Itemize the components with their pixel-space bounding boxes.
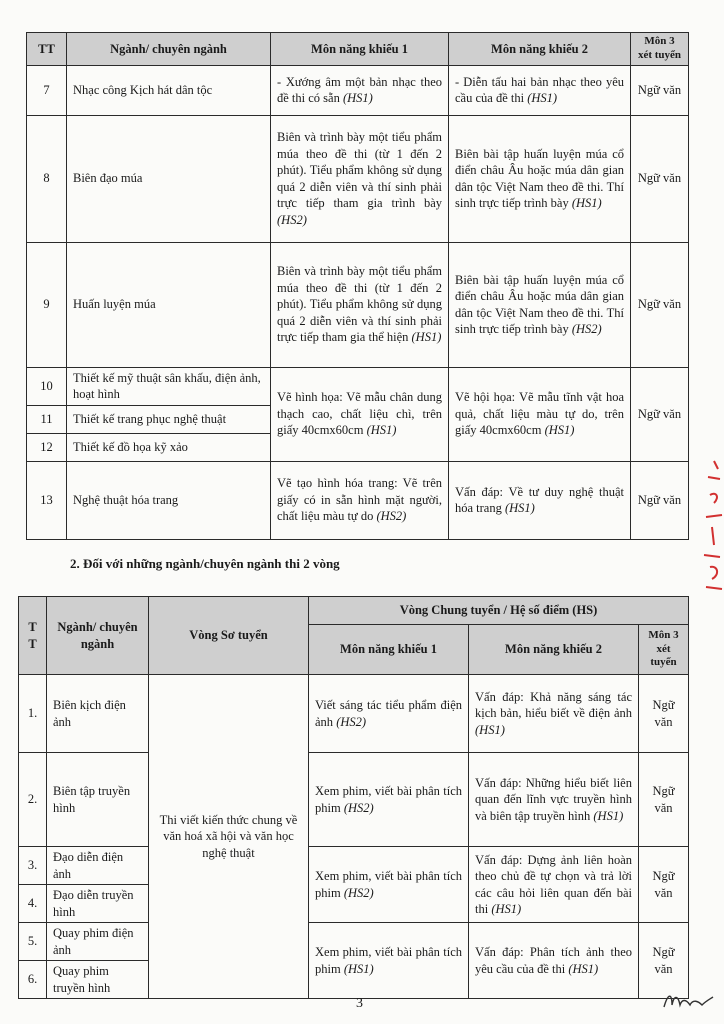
cell-mon2: Biên bài tập huấn luyện múa cổ điển châu Âu hoặc múa dân gian dân tộc Việt Nam theo đề thi. Thí sinh trực tiếp trình bày (HS2) [449, 242, 631, 367]
header-mon3: Môn 3 xét tuyển [639, 625, 689, 675]
header-mon2: Môn năng khiếu 2 [449, 33, 631, 66]
table-admission-single-round [26, 32, 689, 540]
header-so-tuyen: Vòng Sơ tuyển [149, 597, 309, 675]
cell-mon3: Ngữ văn [639, 923, 689, 999]
header-nganh: Ngành/ chuyên ngành [47, 597, 149, 675]
table-row [27, 461, 689, 539]
cell-nganh: Quay phim truyền hình [47, 961, 149, 999]
cell-tt: 4. [19, 885, 47, 923]
table-row [27, 367, 689, 405]
header-mon2: Môn năng khiếu 2 [469, 625, 639, 675]
cell-tt: 13 [27, 461, 67, 539]
table-row [27, 65, 689, 115]
header-mon1: Môn năng khiếu 1 [271, 33, 449, 66]
cell-nganh: Thiết kế đồ họa kỹ xảo [67, 433, 271, 461]
cell-nganh: Đạo diễn điện ảnh [47, 847, 149, 885]
cell-mon3: Ngữ văn [639, 675, 689, 753]
header-chung-tuyen: Vòng Chung tuyển / Hệ số điểm (HS) [309, 597, 689, 625]
cell-mon2: Vấn đáp: Dựng ảnh liên hoàn theo chủ đề tự chọn và trả lời các câu hỏi liên quan đến bài thi (HS1) [469, 847, 639, 923]
cell-nganh: Biên kịch điện ảnh [47, 675, 149, 753]
signature-mark [660, 985, 716, 1015]
cell-nganh: Huấn luyện múa [67, 242, 271, 367]
cell-mon1: Vẽ tạo hình hóa trang: Vẽ trên giấy có in sẵn hình mặt người, chất liệu màu tự do (HS2) [271, 461, 449, 539]
cell-mon3: Ngữ văn [639, 753, 689, 847]
cell-mon1: Viết sáng tác tiểu phẩm điện ảnh (HS2) [309, 675, 469, 753]
page-number: 3 [356, 996, 363, 1011]
table-row [27, 242, 689, 367]
red-stamp-edge [700, 455, 724, 595]
cell-mon3: Ngữ văn [631, 65, 689, 115]
cell-mon1: Biên và trình bày một tiểu phẩm múa theo đề thi (từ 1 đến 2 phút). Tiểu phẩm không sử dụng quá 2 diễn viên và thí sinh phải trực tiếp tham gia thể hiện (HS1) [271, 242, 449, 367]
table-row [19, 753, 689, 847]
cell-nganh: Thiết kế trang phục nghệ thuật [67, 405, 271, 433]
table-row [27, 115, 689, 242]
cell-nganh: Nghệ thuật hóa trang [67, 461, 271, 539]
cell-nganh: Nhạc công Kịch hát dân tộc [67, 65, 271, 115]
header-tt: TT [27, 33, 67, 66]
cell-mon2: Biên bài tập huấn luyện múa cổ điển châu Âu hoặc múa dân gian dân tộc Việt Nam theo đề thi. Thí sinh trực tiếp trình bày (HS1) [449, 115, 631, 242]
table-row [19, 923, 689, 961]
cell-tt: 6. [19, 961, 47, 999]
cell-nganh: Thiết kế mỹ thuật sân khấu, điện ảnh, hoạt hình [67, 367, 271, 405]
cell-mon1: - Xướng âm một bản nhạc theo đề thi có sẵn (HS1) [271, 65, 449, 115]
cell-mon1: Xem phim, viết bài phân tích phim (HS1) [309, 923, 469, 999]
cell-tt: 9 [27, 242, 67, 367]
cell-tt: 7 [27, 65, 67, 115]
cell-mon3: Ngữ văn [631, 367, 689, 461]
cell-mon2: Vấn đáp: Phân tích ảnh theo yêu cầu của đề thi (HS1) [469, 923, 639, 999]
table-row [19, 847, 689, 885]
cell-mon2: Vấn đáp: Về tư duy nghệ thuật hóa trang (HS1) [449, 461, 631, 539]
header-nganh: Ngành/ chuyên ngành [67, 33, 271, 66]
cell-tt: 1. [19, 675, 47, 753]
cell-mon1: Biên và trình bày một tiểu phẩm múa theo đề thi (từ 1 đến 2 phút). Tiểu phẩm không sử dụng quá 2 diễn viên và thí sinh phải trực tiếp tham gia trình bày (HS2) [271, 115, 449, 242]
cell-mon2: Vẽ hội họa: Vẽ mẫu tĩnh vật hoa quả, chất liệu màu tự do, trên giấy 40cmx60cm (HS1) [449, 367, 631, 461]
cell-mon3: Ngữ văn [631, 242, 689, 367]
cell-tt: 8 [27, 115, 67, 242]
cell-so-tuyen: Thi viết kiến thức chung về văn hoá xã hội và văn học nghệ thuật [149, 675, 309, 999]
cell-tt: 3. [19, 847, 47, 885]
cell-mon3: Ngữ văn [639, 847, 689, 923]
cell-tt: 10 [27, 367, 67, 405]
cell-mon1: Xem phim, viết bài phân tích phim (HS2) [309, 753, 469, 847]
cell-mon1: Xem phim, viết bài phân tích phim (HS2) [309, 847, 469, 923]
header-tt: T T [19, 597, 47, 675]
section-title: 2. Đối với những ngành/chuyên ngành thi 2 vòng [70, 556, 340, 571]
cell-tt: 11 [27, 405, 67, 433]
cell-tt: 12 [27, 433, 67, 461]
cell-nganh: Quay phim điện ảnh [47, 923, 149, 961]
table-admission-two-round [18, 596, 689, 999]
header-mon1: Môn năng khiếu 1 [309, 625, 469, 675]
cell-mon3: Ngữ văn [631, 115, 689, 242]
cell-mon2: Vấn đáp: Những hiểu biết liên quan đến lĩnh vực truyền hình và biên tập truyền hình (HS1) [469, 753, 639, 847]
cell-mon1: Vẽ hình họa: Vẽ mẫu chân dung thạch cao, chất liệu chì, trên giấy 40cmx60cm (HS1) [271, 367, 449, 461]
cell-mon3: Ngữ văn [631, 461, 689, 539]
cell-tt: 2. [19, 753, 47, 847]
cell-tt: 5. [19, 923, 47, 961]
cell-mon2: - Diễn tấu hai bản nhạc theo yêu cầu của đề thi (HS1) [449, 65, 631, 115]
cell-nganh: Đạo diễn truyền hình [47, 885, 149, 923]
header-mon3: Môn 3 xét tuyển [631, 33, 689, 66]
cell-mon2: Vấn đáp: Khả năng sáng tác kịch bản, hiểu biết về điện ảnh (HS1) [469, 675, 639, 753]
table-row [19, 675, 689, 753]
cell-nganh: Biên đạo múa [67, 115, 271, 242]
cell-nganh: Biên tập truyền hình [47, 753, 149, 847]
